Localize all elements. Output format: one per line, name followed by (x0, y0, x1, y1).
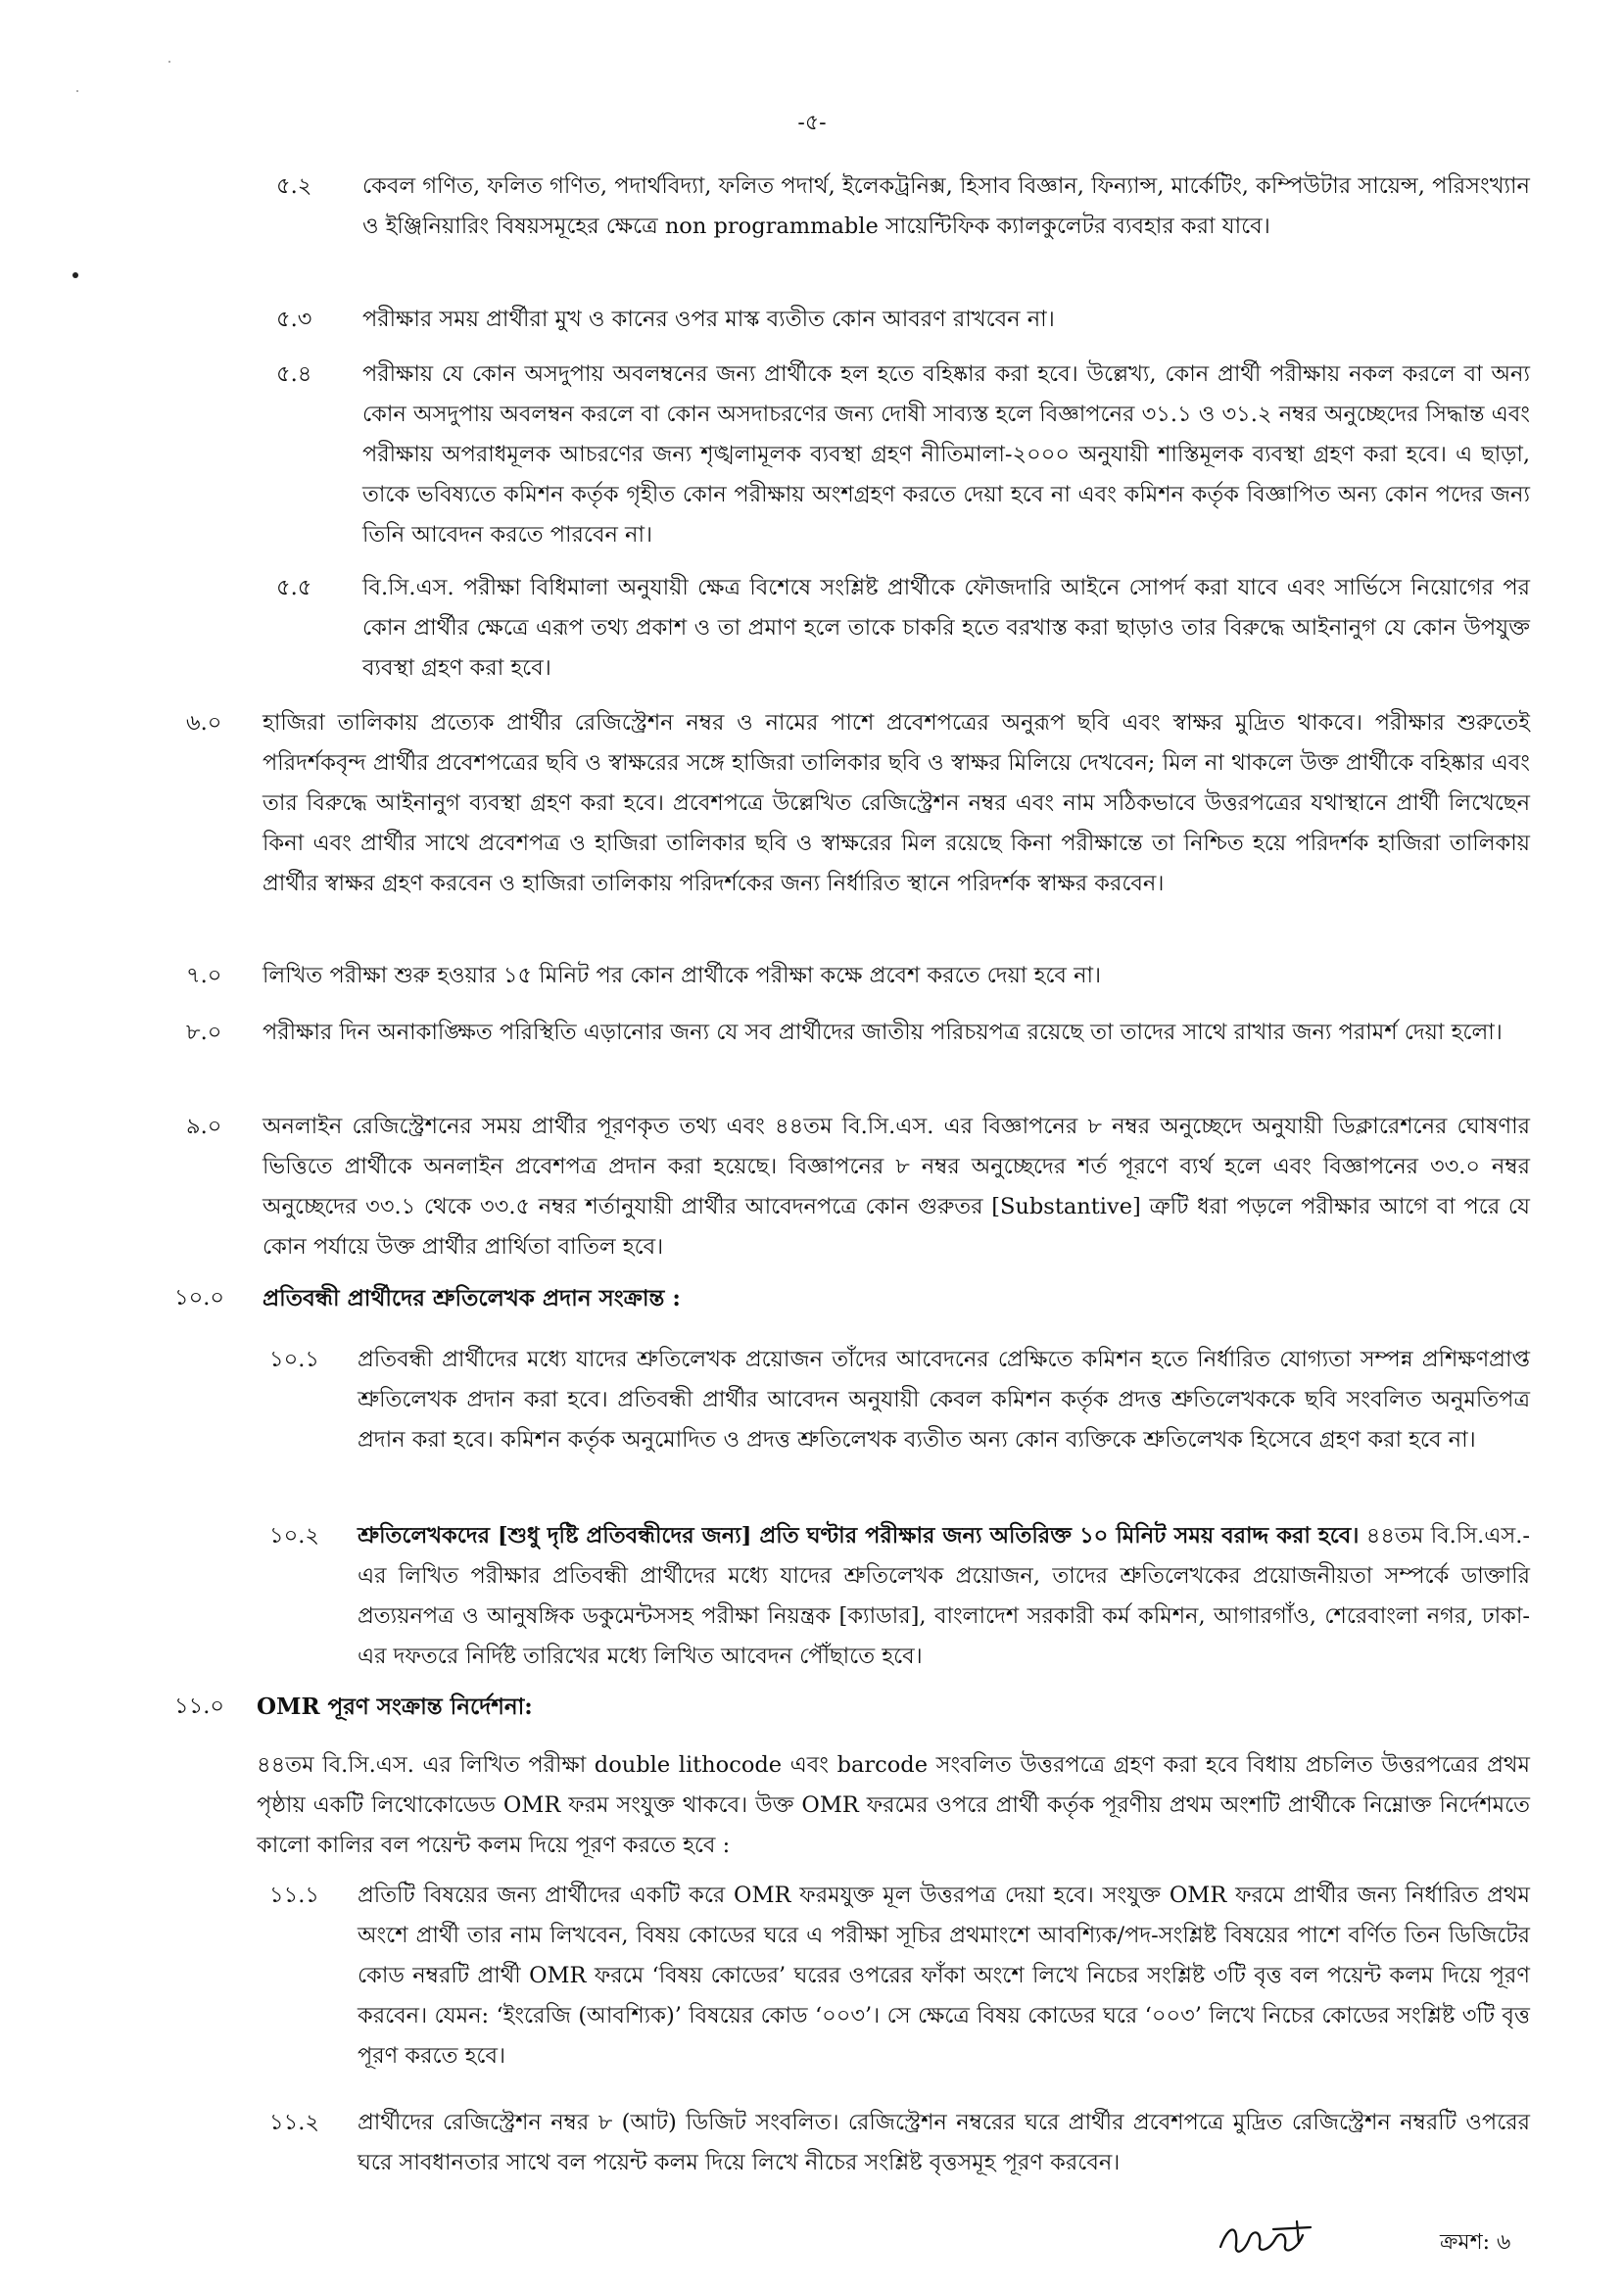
item-text: পরীক্ষায় যে কোন অসদুপায় অবলম্বনের জন্য প্রার্থীকে হল হতে বহিষ্কার করা হবে। উল্লেখ্য, কোন প্রার্থী পরীক্ষায় নকল করলে বা অন্য কোন অসদুপায় অবলম্বন করলে বা কোন অসদাচরণের জন্য দোষী সাব্যস্ত হলে বিজ্ঞাপনের ৩১.১ ও ৩১.২ নম্বর অনুচ্ছেদের সিদ্ধান্ত এবং পরীক্ষায় অপরাধমূলক আচরণের জন্য শৃঙ্খলামূলক ব্যবস্থা গ্রহণ নীতিমালা-২০০০ অনুযায়ী শাস্তিমূলক ব্যবস্থা গ্রহণ করা হবে। এ ছাড়া, তাকে ভবিষ্যতে কমিশন কর্তৃক গৃহীত কোন পরীক্ষায় অংশগ্রহণ করতে দেয়া হবে না এবং কমিশন কর্তৃক বিজ্ঞাপিত অন্য কোন পদের জন্য তিনি আবেদন করতে পারবেন না। (362, 361, 1530, 548)
section-text: পরীক্ষার দিন অনাকাঙ্ক্ষিত পরিস্থিতি এড়ানোর জন্য যে সব প্রার্থীদের জাতীয় পরিচয়পত্র রয়েছে তা তাদের সাথে রাখার জন্য পরামর্শ দেয়া হলো। (263, 1020, 1503, 1045)
section-intro: ৪৪তম বি.সি.এস. এর লিখিত পরীক্ষা double lithocode এবং barcode সংবলিত উত্তরপত্রে গ্রহণ করা হবে বিধায় প্রচলিত উত্তরপত্রের প্রথম পৃষ্ঠায় একটি লিথোকোডেড OMR ফরম সংযুক্ত থাকবে। উক্ত OMR ফরমের ওপরে প্রার্থী কর্তৃক পূরণীয় প্রথম অংশটি প্রার্থীকে নিম্নোক্ত নির্দেশমতে কালো কালির বল পয়েন্ট কলম দিয়ে পূরণ করতে হবে : (257, 1752, 1530, 1858)
section-heading: OMR পূরণ সংক্রান্ত নির্দেশনা: (257, 1694, 533, 1720)
item-number: ৫.২ (276, 173, 312, 199)
scan-speck (168, 61, 170, 63)
scan-dot (72, 272, 78, 278)
item-number: ১০.১ (269, 1347, 319, 1372)
section-number: ৯.০ (186, 1114, 222, 1139)
item-bold-text: শ্রুতিলেখকদের [শুধু দৃষ্টি প্রতিবন্ধীদের জন্য] প্রতি ঘণ্টার পরীক্ষার জন্য অতিরিক্ত ১০ মিনিট সময় বরাদ্দ করা হবে। (358, 1523, 1360, 1549)
page-number: -৫- (797, 111, 827, 135)
section-number: ৭.০ (186, 963, 222, 988)
section-number: ৬.০ (186, 710, 222, 736)
item-number: ১১.২ (269, 2110, 319, 2135)
item-text: পরীক্ষার সময় প্রার্থীরা মুখ ও কানের ওপর মাস্ক ব্যতীত কোন আবরণ রাখবেন না। (362, 307, 1055, 332)
item-text: প্রার্থীদের রেজিস্ট্রেশন নম্বর ৮ (আট) ডিজিট সংবলিত। রেজিস্ট্রেশন নম্বরের ঘরে প্রার্থীর প্রবেশপত্রে মুদ্রিত রেজিস্ট্রেশন নম্বরটি ওপরের ঘরে সাবধানতার সাথে বল পয়েন্ট কলম দিয়ে লিখে নীচের সংশ্লিষ্ট বৃত্তসমূহ পূরণ করবেন। (358, 2110, 1530, 2175)
item-rest-text: ৪৪তম বি.সি.এস.-এর লিখিত পরীক্ষার প্রতিবন্ধী প্রার্থীদের মধ্যে যাদের শ্রুতিলেখক প্রয়োজন, তাদের শ্রুতিলেখকের প্রয়োজনীয়তা সম্পর্কে ডাক্তারি প্রত্যয়নপত্র ও আনুষঙ্গিক ডকুমেন্টসসহ পরীক্ষা নিয়ন্ত্রক [ক্যাডার], বাংলাদেশ সরকারী কর্ম কমিশন, আগারগাঁও, শেরেবাংলা নগর, ঢাকা-এর দফতরে নির্দিষ্ট তারিখের মধ্যে লিখিত আবেদন পৌঁছাতে হবে। (358, 1523, 1530, 1669)
section-number: ৮.০ (186, 1020, 222, 1045)
signature-image (1215, 2216, 1322, 2263)
section-number: ১০.০ (174, 1285, 225, 1311)
item-text: কেবল গণিত, ফলিত গণিত, পদার্থবিদ্যা, ফলিত পদার্থ, ইলেকট্রনিক্স, হিসাব বিজ্ঞান, ফিন্যান্স, মার্কেটিং, কম্পিউটার সায়েন্স, পরিসংখ্যান ও ইঞ্জিনিয়ারিং বিষয়সমূহের ক্ষেত্রে non programmable সায়েন্টিফিক ক্যালকুলেটর ব্যবহার করা যাবে। (362, 173, 1530, 239)
item-number: ৫.৪ (276, 361, 312, 387)
item-text: প্রতিটি বিষয়ের জন্য প্রার্থীদের একটি করে OMR ফরমযুক্ত মূল উত্তরপত্র দেয়া হবে। সংযুক্ত OMR ফরমে প্রার্থীর জন্য নির্ধারিত প্রথম অংশে প্রার্থী তার নাম লিখবেন, বিষয় কোডের ঘরে এ পরীক্ষা সূচির প্রথমাংশে আবশ্যিক/পদ-সংশ্লিষ্ট বিষয়ের পাশে বর্ণিত তিন ডিজিটের কোড নম্বরটি প্রার্থী OMR ফরমে ‘বিষয় কোডের’ ঘরের ওপরের ফাঁকা অংশে লিখে নিচের সংশ্লিষ্ট ৩টি বৃত্ত বল পয়েন্ট কলম দিয়ে পূরণ করবেন। যেমন: ‘ইংরেজি (আবশ্যিক)’ বিষয়ের কোড ‘০০৩’। সে ক্ষেত্রে বিষয় কোডের ঘরে ‘০০৩’ লিখে নিচের কোডের সংশ্লিষ্ট ৩টি বৃত্ত পূরণ করতে হবে। (358, 1883, 1530, 2069)
section-heading: প্রতিবন্ধী প্রার্থীদের শ্রুতিলেখক প্রদান সংক্রান্ত : (263, 1285, 681, 1312)
item-number: ১১.১ (269, 1883, 319, 1908)
item-number: ১০.২ (269, 1523, 320, 1549)
scan-speck (76, 90, 78, 92)
item-text: প্রতিবন্ধী প্রার্থীদের মধ্যে যাদের শ্রুতিলেখক প্রয়োজন তাঁদের আবেদনের প্রেক্ষিতে কমিশন হতে নির্ধারিত যোগ্যতা সম্পন্ন প্রশিক্ষণপ্রাপ্ত শ্রুতিলেখক প্রদান করা হবে। প্রতিবন্ধী প্রার্থীর আবেদন অনুযায়ী কেবল কমিশন কর্তৃক প্রদত্ত শ্রুতিলেখককে ছবি সংবলিত অনুমতিপত্র প্রদান করা হবে। কমিশন কর্তৃক অনুমোদিত ও প্রদত্ত শ্রুতিলেখক ব্যতীত অন্য কোন ব্যক্তিকে শ্রুতিলেখক হিসেবে গ্রহণ করা হবে না। (358, 1347, 1530, 1453)
section-number: ১১.০ (174, 1694, 224, 1719)
item-number: ৫.৩ (276, 307, 312, 332)
section-text: অনলাইন রেজিস্ট্রেশনের সময় প্রার্থীর পূরণকৃত তথ্য এবং ৪৪তম বি.সি.এস. এর বিজ্ঞাপনের ৮ নম্বর অনুচ্ছেদে অনুযায়ী ডিক্লারেশনের ঘোষণার ভিত্তিতে প্রার্থীকে অনলাইন প্রবেশপত্র প্রদান করা হয়েছে। বিজ্ঞাপনের ৮ নম্বর অনুচ্ছেদের শর্ত পূরণে ব্যর্থ হলে এবং বিজ্ঞাপনের ৩৩.০ নম্বর অনুচ্ছেদের ৩৩.১ থেকে ৩৩.৫ নম্বর শর্তানুযায়ী প্রার্থীর আবেদনপত্রে কোন গুরুতর [Substantive] ত্রুটি ধরা পড়লে পরীক্ষার আগে বা পরে যে কোন পর্যায়ে উক্ত প্রার্থীর প্রার্থিতা বাতিল হবে। (263, 1114, 1530, 1260)
item-number: ৫.৫ (276, 575, 312, 600)
section-text: হাজিরা তালিকায় প্রত্যেক প্রার্থীর রেজিস্ট্রেশন নম্বর ও নামের পাশে প্রবেশপত্রের অনুরূপ ছবি এবং স্বাক্ষর মুদ্রিত থাকবে। পরীক্ষার শুরুতেই পরিদর্শকবৃন্দ প্রার্থীর প্রবেশপত্রের ছবি ও স্বাক্ষরের সঙ্গে হাজিরা তালিকার ছবি ও স্বাক্ষর মিলিয়ে দেখবেন; মিল না থাকলে উক্ত প্রার্থীকে বহিষ্কার এবং তার বিরুদ্ধে আইনানুগ ব্যবস্থা গ্রহণ করা হবে। প্রবেশপত্রে উল্লেখিত রেজিস্ট্রেশন নম্বর এবং নাম সঠিকভাবে উত্তরপত্রের যথাস্থানে প্রার্থী লিখেছেন কিনা এবং প্রার্থীর সাথে প্রবেশপত্র ও হাজিরা তালিকার ছবি ও স্বাক্ষরের মিল রয়েছে কিনা পরীক্ষান্তে তা নিশ্চিত হয়ে পরিদর্শক হাজিরা তালিকায় প্রার্থীর স্বাক্ষর গ্রহণ করবেন ও হাজিরা তালিকায় পরিদর্শকের জন্য নির্ধারিত স্থানে পরিদর্শক স্বাক্ষর করবেন। (263, 710, 1530, 896)
section-text: লিখিত পরীক্ষা শুরু হওয়ার ১৫ মিনিট পর কোন প্রার্থীকে পরীক্ষা কক্ষে প্রবেশ করতে দেয়া হবে না। (263, 963, 1102, 988)
item-text (358, 1516, 1530, 1677)
continued-label: ক্রমশ: ৬ (1440, 2230, 1511, 2255)
item-text: বি.সি.এস. পরীক্ষা বিধিমালা অনুযায়ী ক্ষেত্র বিশেষে সংশ্লিষ্ট প্রার্থীকে ফৌজদারি আইনে সোপর্দ করা যাবে এবং সার্ভিসে নিয়োগের পর কোন প্রার্থীর ক্ষেত্রে এরূপ তথ্য প্রকাশ ও তা প্রমাণ হলে তাকে চাকরি হতে বরখাস্ত করা ছাড়াও তার বিরুদ্ধে আইনানুগ যে কোন উপযুক্ত ব্যবস্থা গ্রহণ করা হবে। (362, 575, 1530, 681)
